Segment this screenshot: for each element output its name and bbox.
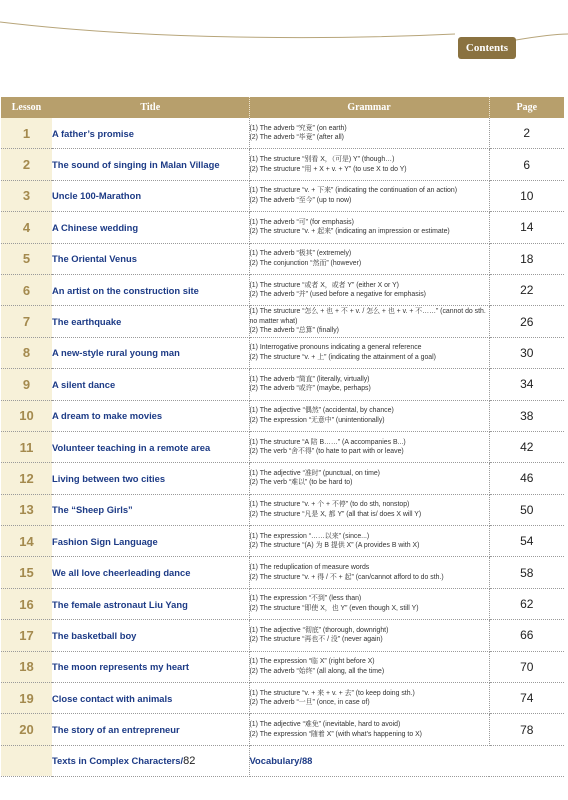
lesson-title[interactable]: An artist on the construction site <box>52 274 249 305</box>
grammar-point: (2) The structure “即使 X，也 Y” (even though X, still Y) <box>249 605 419 613</box>
lesson-number: 13 <box>1 494 52 525</box>
lesson-title[interactable]: The earthquake <box>52 306 249 337</box>
grammar-points <box>249 714 489 745</box>
table-row <box>1 588 564 619</box>
lesson-title[interactable]: The moon represents my heart <box>52 651 249 682</box>
page-number: 34 <box>489 369 564 400</box>
complex-characters-label: Texts in Complex Characters/ <box>52 754 184 766</box>
lesson-title[interactable]: The basketball boy <box>52 620 249 651</box>
table-row <box>1 714 564 745</box>
complex-characters-page: 82 <box>183 754 196 767</box>
grammar-points <box>249 306 489 337</box>
lesson-title[interactable]: The female astronaut Liu Yang <box>52 588 249 619</box>
page-number: 38 <box>489 400 564 431</box>
grammar-points <box>249 463 489 494</box>
page-number: 22 <box>489 274 564 305</box>
page-number: 62 <box>489 588 564 619</box>
lesson-number: 3 <box>1 180 52 211</box>
grammar-point: (2) The structure “再也不 / 没” (never again) <box>249 636 383 644</box>
col-header-grammar: Grammar <box>249 97 489 118</box>
grammar-point: (2) The structure “v. + 起来” (indicating an impression or estimate) <box>249 228 450 236</box>
grammar-point: (2) The adverb “始终” (all along, all the time) <box>249 667 385 675</box>
lesson-number: 19 <box>1 683 52 714</box>
grammar-points <box>249 526 489 557</box>
page-number: 66 <box>489 620 564 651</box>
page-number: 2 <box>489 118 564 149</box>
lesson-title[interactable]: A Chinese wedding <box>52 212 249 243</box>
grammar-point: (1) The expression “临 X” (right before X) <box>249 658 375 666</box>
grammar-points <box>249 651 489 682</box>
vocabulary-link[interactable]: Vocabulary/88 <box>249 745 564 776</box>
lesson-number: 7 <box>1 306 52 337</box>
table-row <box>1 212 564 243</box>
table-row <box>1 274 564 305</box>
table-row <box>1 526 564 557</box>
table-row <box>1 683 564 714</box>
lesson-number: 11 <box>1 431 52 462</box>
table-row <box>1 337 564 368</box>
grammar-point: (1) The structure “或者 X，或者 Y” (either X or Y) <box>249 281 399 289</box>
page-number: 14 <box>489 212 564 243</box>
table-row <box>1 118 564 149</box>
table-body <box>1 118 564 776</box>
table-row <box>1 400 564 431</box>
table-row <box>1 463 564 494</box>
table-row <box>1 149 564 180</box>
grammar-points <box>249 400 489 431</box>
grammar-point: (2) The adverb “并” (used before a negative for emphasis) <box>249 291 426 299</box>
grammar-points <box>249 243 489 274</box>
lesson-number: 17 <box>1 620 52 651</box>
grammar-points <box>249 494 489 525</box>
table-row <box>1 369 564 400</box>
grammar-point: (1) The adverb “简直” (literally, virtually) <box>249 375 370 383</box>
table-row <box>1 431 564 462</box>
grammar-point: (2) The verb “舍不得” (to hate to part with or leave) <box>249 448 404 456</box>
lesson-title[interactable]: Fashion Sign Language <box>52 526 249 557</box>
table-row <box>1 494 564 525</box>
grammar-point: (1) The adverb “可” (for emphasis) <box>249 218 354 226</box>
grammar-point: (1) The adjective “偶然” (accidental, by chance) <box>249 407 394 415</box>
contents-tab: Contents <box>458 37 516 59</box>
table-row <box>1 620 564 651</box>
page-number: 58 <box>489 557 564 588</box>
lesson-number: 15 <box>1 557 52 588</box>
grammar-point: (1) The reduplication of measure words <box>249 564 370 572</box>
grammar-point: (2) The conjunction “然而” (however) <box>249 259 362 267</box>
grammar-points <box>249 212 489 243</box>
table-row <box>1 651 564 682</box>
lesson-title[interactable]: The “Sheep Girls” <box>52 494 249 525</box>
grammar-point: (1) The structure “v. + 个 + 不停” (to do sth, nonstop) <box>249 501 410 509</box>
grammar-points <box>249 149 489 180</box>
grammar-point: (2) The verb “难以” (to be hard to) <box>249 479 353 487</box>
grammar-point: (2) The structure “(A) 为 B 提供 X” (A provides B with X) <box>249 542 420 550</box>
grammar-point: (2) The structure “v. + 上” (indicating the attainment of a goal) <box>249 353 436 361</box>
contents-table <box>1 97 564 777</box>
grammar-point: (2) The structure “凡是 X, 都 Y” (all that is/ does X will Y) <box>249 510 422 518</box>
table-row <box>1 180 564 211</box>
page-number: 18 <box>489 243 564 274</box>
lesson-title[interactable]: A silent dance <box>52 369 249 400</box>
table-row <box>1 306 564 337</box>
lesson-title[interactable]: Volunteer teaching in a remote area <box>52 431 249 462</box>
col-header-page: Page <box>489 97 564 118</box>
grammar-point: (2) The adverb “至今” (up to now) <box>249 196 352 204</box>
grammar-point: (1) The adjective “准时” (punctual, on time) <box>249 469 380 477</box>
grammar-points <box>249 620 489 651</box>
col-header-lesson: Lesson <box>1 97 52 118</box>
grammar-point: (2) The adverb “总算” (finally) <box>249 327 339 335</box>
table-header <box>1 97 564 118</box>
lesson-number: 14 <box>1 526 52 557</box>
table-row <box>1 557 564 588</box>
lesson-title[interactable]: The story of an entrepreneur <box>52 714 249 745</box>
grammar-points <box>249 369 489 400</box>
complex-characters-link[interactable] <box>52 745 249 776</box>
lesson-number: 18 <box>1 651 52 682</box>
lesson-number: 20 <box>1 714 52 745</box>
lesson-number: 10 <box>1 400 52 431</box>
grammar-points <box>249 180 489 211</box>
lesson-number: 9 <box>1 369 52 400</box>
lesson-title[interactable]: A new-style rural young man <box>52 337 249 368</box>
grammar-point: (1) The structure “别看 X，（可是) Y” (though…) <box>249 155 395 163</box>
grammar-points <box>249 118 489 149</box>
lesson-number: 16 <box>1 588 52 619</box>
grammar-point: (2) The expression “无意中” (unintentionally) <box>249 416 385 424</box>
lesson-number: 5 <box>1 243 52 274</box>
page-number: 30 <box>489 337 564 368</box>
grammar-point: (1) The adjective “难免” (inevitable, hard to avoid) <box>249 721 401 729</box>
lesson-title[interactable]: A father’s promise <box>52 118 249 149</box>
grammar-point: (2) The adverb “或许” (maybe, perhaps) <box>249 385 371 393</box>
grammar-point: (1) The structure “A 陪 B……” (A accompanies B...) <box>249 438 406 446</box>
grammar-points <box>249 557 489 588</box>
grammar-points <box>249 337 489 368</box>
grammar-points <box>249 274 489 305</box>
grammar-points <box>249 431 489 462</box>
page-number: 50 <box>489 494 564 525</box>
lesson-number: 1 <box>1 118 52 149</box>
lesson-title[interactable]: Close contact with animals <box>52 683 249 714</box>
col-header-title: Title <box>52 97 249 118</box>
page-number: 10 <box>489 180 564 211</box>
grammar-point: (2) The structure “v. + 得 / 不 + 起” (can/cannot afford to do sth.) <box>249 573 444 581</box>
grammar-point: (1) The structure “怎么 + 也 + 不 + v. / 怎么 + 也 + v. + 不……” (cannot do sth. no matter what) <box>249 308 486 325</box>
page-number: 6 <box>489 149 564 180</box>
grammar-points <box>249 683 489 714</box>
page-number: 46 <box>489 463 564 494</box>
lesson-number: 8 <box>1 337 52 368</box>
table-row <box>1 243 564 274</box>
lesson-title[interactable]: The sound of singing in Malan Village <box>52 149 249 180</box>
footer-lesson-cell <box>1 745 52 776</box>
page-number: 78 <box>489 714 564 745</box>
grammar-point: (2) The adverb “一旦” (once, in case of) <box>249 699 370 707</box>
grammar-points <box>249 588 489 619</box>
page-number: 26 <box>489 306 564 337</box>
lesson-title[interactable]: Uncle 100-Marathon <box>52 180 249 211</box>
grammar-point: (2) The adverb “毕竟” (after all) <box>249 134 344 142</box>
grammar-point: (1) Interrogative pronouns indicating a general reference <box>249 344 422 352</box>
grammar-point: (2) The expression “随着 X” (with what’s happening to X) <box>249 730 422 738</box>
grammar-point: (1) The structure “v. + 来 + v. + 去” (to keep doing sth.) <box>249 689 415 697</box>
lesson-number: 2 <box>1 149 52 180</box>
lesson-number: 6 <box>1 274 52 305</box>
page-number: 54 <box>489 526 564 557</box>
grammar-point: (2) The structure “用 + X + v. + Y” (to use X to do Y) <box>249 165 407 173</box>
grammar-point: (1) The expression “……以来” (since...) <box>249 532 370 540</box>
footer-row <box>1 745 564 776</box>
lesson-title[interactable]: A dream to make movies <box>52 400 249 431</box>
page-number: 74 <box>489 683 564 714</box>
grammar-point: (1) The structure “v. + 下来” (indicating the continuation of an action) <box>249 187 458 195</box>
lesson-number: 12 <box>1 463 52 494</box>
page-number: 70 <box>489 651 564 682</box>
lesson-title[interactable]: Living between two cities <box>52 463 249 494</box>
lesson-number: 4 <box>1 212 52 243</box>
page-number: 42 <box>489 431 564 462</box>
grammar-point: (1) The adverb “极其” (extremely) <box>249 250 352 258</box>
grammar-point: (1) The adverb “究竟” (on earth) <box>249 124 347 132</box>
lesson-title[interactable]: We all love cheerleading dance <box>52 557 249 588</box>
grammar-point: (1) The expression “不到” (less than) <box>249 595 362 603</box>
lesson-title[interactable]: The Oriental Venus <box>52 243 249 274</box>
grammar-point: (1) The adjective “彻底” (thorough, downright) <box>249 626 389 634</box>
